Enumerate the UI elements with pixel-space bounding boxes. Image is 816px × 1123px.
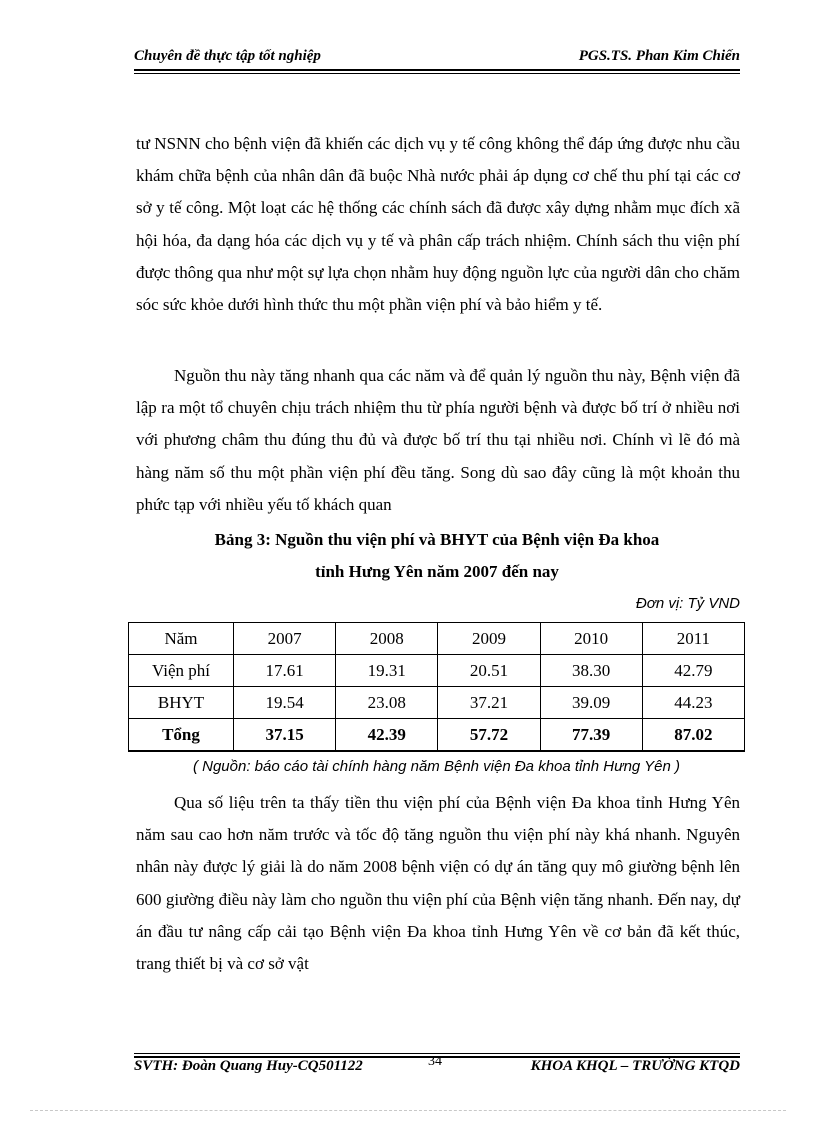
table-cell: 17.61: [234, 655, 336, 687]
table-unit: Đơn vị: Tỷ VND: [635, 595, 740, 612]
table-cell: 39.09: [540, 687, 642, 719]
table-caption-line-1: Bảng 3: Nguồn thu viện phí và BHYT của Bệnh viện Đa khoa: [214, 530, 660, 549]
table-header-row: [129, 623, 745, 655]
header-supervisor: PGS.TS. Phan Kim Chiến: [578, 48, 740, 64]
table-total-row: [129, 719, 745, 752]
table-cell: 44.23: [642, 687, 744, 719]
table-cell: 19.31: [336, 655, 438, 687]
table-header-cell: 2008: [336, 623, 438, 655]
table-row-label: Tổng: [129, 719, 234, 752]
page-footer: [134, 1056, 740, 1078]
footer-student: SVTH: Đoàn Quang Huy-CQ501122: [134, 1058, 363, 1074]
paragraph-1: tư NSNN cho bệnh viện đã khiến các dịch vụ y tế công không thể đáp ứng được nhu cầu khám chữa bệnh của nhân dân đã buộc Nhà nước phải áp dụng cơ chế thu phí tại các cơ sở y tế công. Một loạt các hệ thống các chính sách đã được xây dựng nhằm mục đích xã hội hóa, đa dạng hóa các dịch vụ y tế và phân cấp trách nhiệm. Chính sách thu viện phí được thông qua như một sự lựa chọn nhằm huy động nguồn lực của người dân cho chăm sóc sức khỏe dưới hình thức thu một phần viện phí và bảo hiểm y tế.: [136, 134, 740, 315]
table-cell: 42.39: [336, 719, 438, 752]
table-cell: 37.15: [234, 719, 336, 752]
table-row: [129, 655, 745, 687]
table-header-cell: 2007: [234, 623, 336, 655]
table-row-label: Viện phí: [129, 655, 234, 687]
revenue-table: [128, 622, 745, 752]
paragraph-2: Nguồn thu này tăng nhanh qua các năm và để quản lý nguồn thu này, Bệnh viện đã lập ra một tổ chuyên chịu trách nhiệm thu từ phía người bệnh và được bố trí ở nhiều nơi với phương châm thu đúng thu đủ và được bố trí thu tại nhiều nơi. Chính vì lẽ đó mà hàng năm số thu một phần viện phí đều tăng. Song dù sao đây cũng là một khoản thu phức tạp với nhiều yếu tố khách quan: [136, 366, 740, 514]
table-cell: 87.02: [642, 719, 744, 752]
table-cell: 37.21: [438, 687, 540, 719]
page-bottom-divider: [30, 1110, 786, 1111]
table-cell: 57.72: [438, 719, 540, 752]
page-header: [134, 46, 740, 66]
table-header-cell: 2009: [438, 623, 540, 655]
header-rule: [134, 69, 740, 74]
table-cell: 20.51: [438, 655, 540, 687]
header-title: Chuyên đề thực tập tốt nghiệp: [134, 48, 321, 64]
table-cell: 42.79: [642, 655, 744, 687]
table-cell: 23.08: [336, 687, 438, 719]
table-row-label: BHYT: [129, 687, 234, 719]
footer-faculty: KHOA KHQL – TRƯỜNG KTQD: [530, 1058, 740, 1074]
paragraph-3: Qua số liệu trên ta thấy tiền thu viện phí của Bệnh viện Đa khoa tỉnh Hưng Yên năm sau cao hơn năm trước và tốc độ tăng nguồn thu viện phí này khá nhanh. Nguyên nhân này được lý giải là do năm 2008 bệnh viện có dự án tăng quy mô giường bệnh lên 600 giường điều này làm cho nguồn thu viện phí của Bệnh viện tăng nhanh. Đến nay, dự án đầu tư nâng cấp cải tạo Bệnh viện Đa khoa tỉnh Hưng Yên về cơ bản đã kết thúc, trang thiết bị và cơ sở vật: [136, 793, 740, 974]
table-caption-line-2: tỉnh Hưng Yên năm 2007 đến nay: [315, 562, 559, 581]
table-header-cell: 2011: [642, 623, 744, 655]
table-cell: 19.54: [234, 687, 336, 719]
table-row: [129, 687, 745, 719]
table-source: ( Nguồn: báo cáo tài chính hàng năm Bệnh viện Đa khoa tỉnh Hưng Yên ): [192, 758, 681, 775]
table-header-cell: Năm: [129, 623, 234, 655]
table-cell: 77.39: [540, 719, 642, 752]
page-number: 34: [428, 1054, 442, 1069]
table-cell: 38.30: [540, 655, 642, 687]
table-header-cell: 2010: [540, 623, 642, 655]
